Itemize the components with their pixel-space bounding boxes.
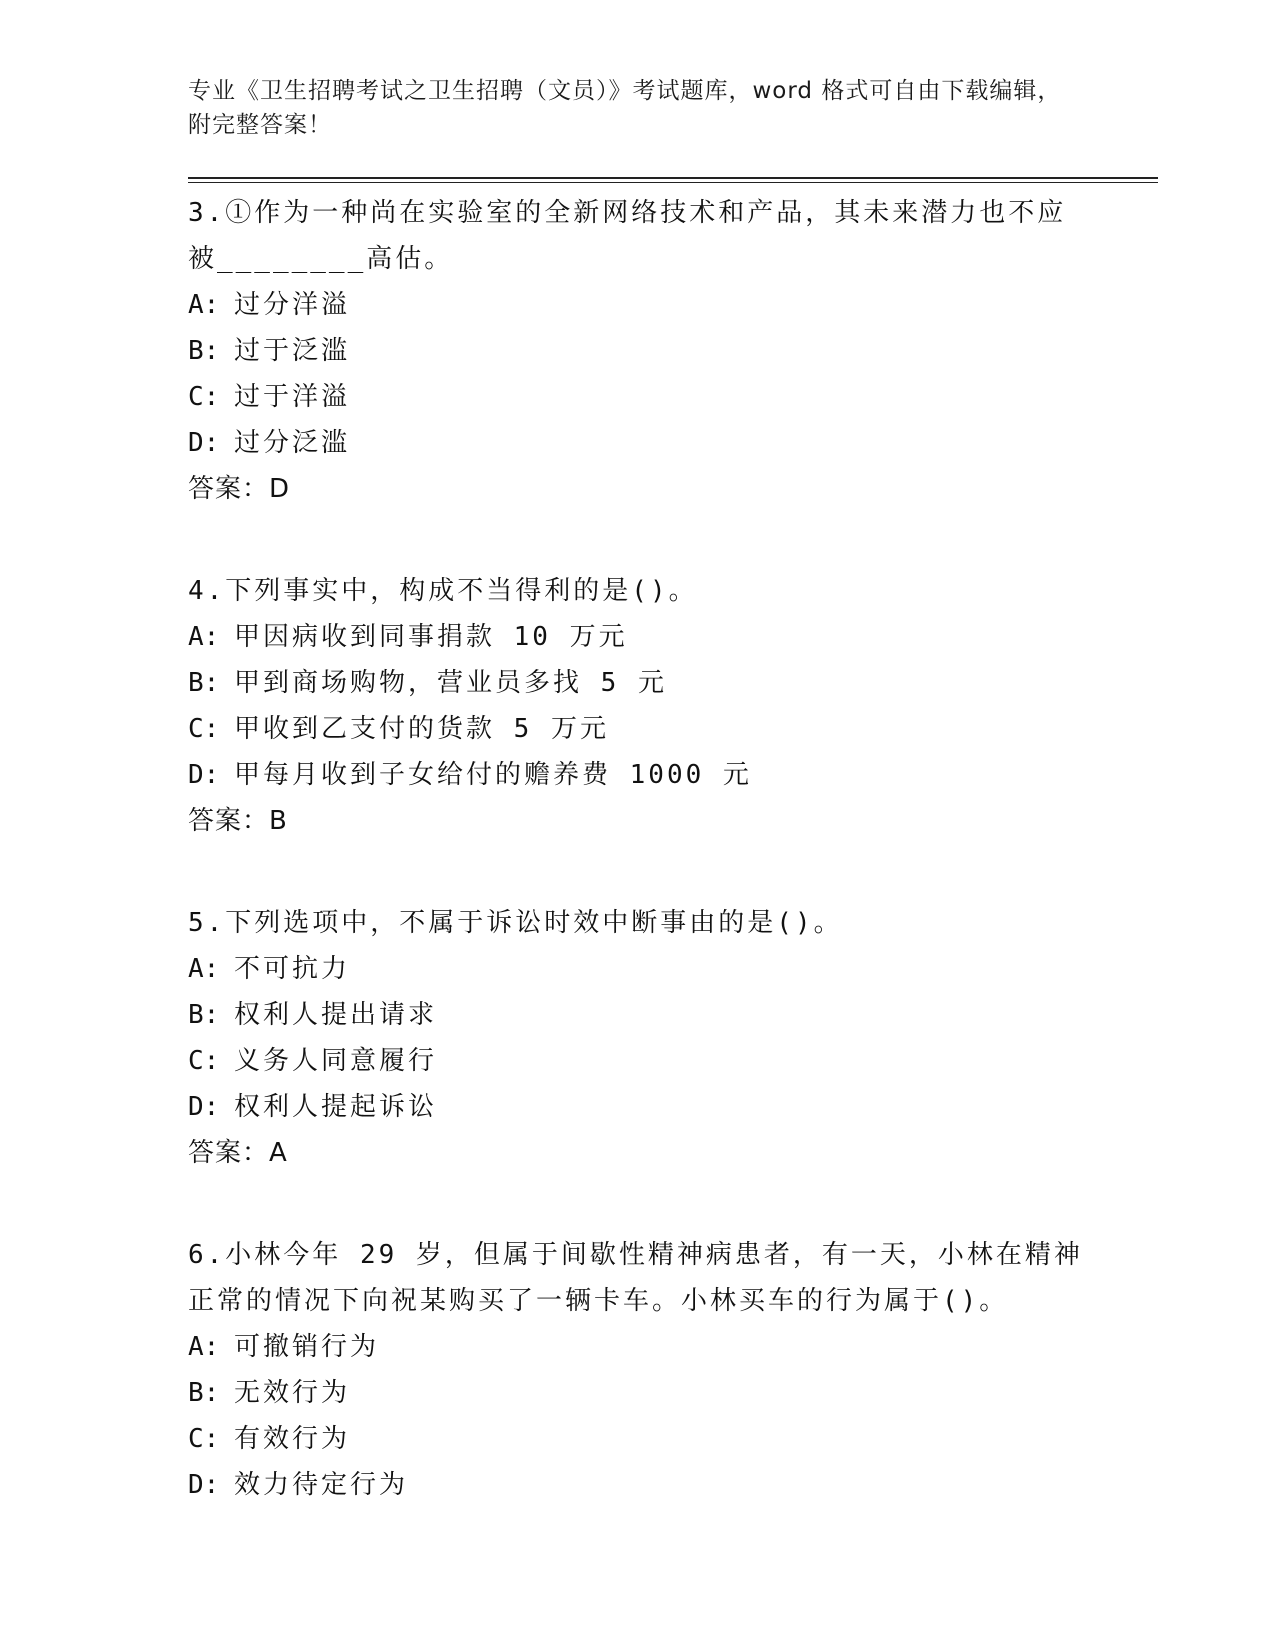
option-text: 义务人同意履行: [234, 1046, 438, 1076]
option-b: [188, 992, 1088, 1038]
option-a: [188, 614, 1088, 660]
question-5: [188, 898, 1088, 1176]
option-label: A:: [188, 290, 220, 320]
option-b: [188, 660, 1088, 706]
option-c: [188, 706, 1088, 752]
option-label: D:: [188, 760, 220, 790]
option-label: C:: [188, 1046, 220, 1076]
option-text: 无效行为: [234, 1378, 351, 1408]
option-text: 甲每月收到子女给付的赡养费 1000 元: [234, 760, 752, 790]
option-label: B:: [188, 336, 220, 366]
option-a: [188, 282, 1088, 328]
option-d: [188, 420, 1088, 466]
option-label: D:: [188, 1092, 220, 1122]
option-text: 过分洋溢: [234, 290, 351, 320]
option-text: 甲到商场购物，营业员多找 5 元: [234, 668, 667, 698]
option-text: 过分泛滥: [234, 428, 351, 458]
option-d: [188, 752, 1088, 798]
option-text: 甲收到乙支付的货款 5 万元: [234, 714, 609, 744]
option-label: B:: [188, 1378, 220, 1408]
header-divider-thick: [188, 177, 1158, 179]
option-text: 甲因病收到同事捐款 10 万元: [234, 622, 628, 652]
option-label: C:: [188, 714, 220, 744]
option-text: 权利人提起诉讼: [234, 1092, 438, 1122]
option-text: 效力待定行为: [234, 1470, 409, 1500]
option-text: 过于泛滥: [234, 336, 351, 366]
answer-line: 答案：D: [188, 474, 291, 504]
question-list: [188, 188, 1088, 1562]
option-text: 不可抗力: [234, 954, 351, 984]
question-3: [188, 188, 1088, 512]
question-stem: 3.①作为一种尚在实验室的全新网络技术和产品，其未来潜力也不应被________高估。: [188, 198, 1067, 274]
question-stem: 6.小林今年 29 岁，但属于间歇性精神病患者，有一天，小林在精神正常的情况下向祝某购买了一辆卡车。小林买车的行为属于()。: [188, 1240, 1083, 1316]
option-c: [188, 374, 1088, 420]
option-label: C:: [188, 1424, 220, 1454]
option-label: A:: [188, 622, 220, 652]
question-4: [188, 566, 1088, 844]
option-label: A:: [188, 954, 220, 984]
header-intro-text: 专业《卫生招聘考试之卫生招聘（文员）》考试题库，word 格式可自由下载编辑，附完整答案！: [188, 78, 1062, 138]
option-text: 过于洋溢: [234, 382, 351, 412]
question-6: [188, 1230, 1088, 1508]
option-d: [188, 1462, 1088, 1508]
answer-line: 答案：A: [188, 1138, 288, 1168]
question-stem: 4.下列事实中，构成不当得利的是()。: [188, 576, 698, 606]
option-label: D:: [188, 1470, 220, 1500]
option-b: [188, 1370, 1088, 1416]
header-divider-thin: [188, 182, 1158, 183]
option-label: D:: [188, 428, 220, 458]
option-c: [188, 1038, 1088, 1084]
option-text: 可撤销行为: [234, 1332, 380, 1362]
option-label: B:: [188, 1000, 220, 1030]
option-label: C:: [188, 382, 220, 412]
answer-line: 答案：B: [188, 806, 288, 836]
option-d: [188, 1084, 1088, 1130]
option-c: [188, 1416, 1088, 1462]
question-stem: 5.下列选项中，不属于诉讼时效中断事由的是()。: [188, 908, 843, 938]
option-label: A:: [188, 1332, 220, 1362]
option-a: [188, 946, 1088, 992]
option-text: 有效行为: [234, 1424, 351, 1454]
document-header: [188, 74, 1068, 142]
option-b: [188, 328, 1088, 374]
option-label: B:: [188, 668, 220, 698]
option-text: 权利人提出请求: [234, 1000, 438, 1030]
option-a: [188, 1324, 1088, 1370]
